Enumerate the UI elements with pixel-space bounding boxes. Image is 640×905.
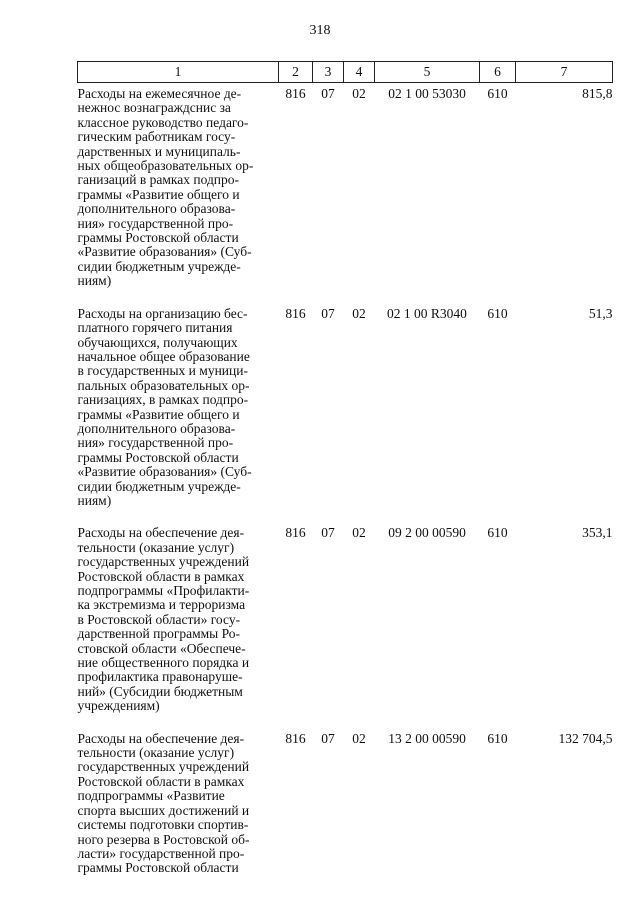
row-description: Расходы на ежемесячное де- нежнос вознаграждснис за классное руководство педаго- гическим работникам госу- дарственных и муниципаль- ных общеобразовательных ор- ганизаций в рамках подпро- граммы «Развитие общего и дополнительного образова- ния» государственной про- граммы Ростовской области «Развитие образования» (Суб- сидии бюджетным учрежде- ниям) [77,86,254,289]
row-expense-type: 610 [487,305,508,321]
row-target-code: 02 1 00 R3040 [387,305,467,321]
row-target-code: 13 2 00 00590 [388,730,466,746]
budget-table [77,61,613,890]
table-row [78,303,613,523]
header-col-1: 1 [78,62,279,83]
row-amount: 353,1 [582,525,613,541]
row-subsection-code: 02 [352,525,366,541]
row-ministry-code: 816 [285,305,306,321]
row-amount: 132 704,5 [558,730,613,746]
row-expense-type: 610 [487,730,508,746]
row-section-code: 07 [321,730,335,746]
row-ministry-code: 816 [285,730,306,746]
row-section-code: 07 [321,525,335,541]
table-row [78,83,613,303]
row-target-code: 02 1 00 53030 [388,86,466,101]
row-subsection-code: 02 [352,305,366,321]
header-col-3: 3 [313,62,344,83]
row-section-code: 07 [321,305,335,321]
row-description: Расходы на обеспечение дея- тельности (оказание услуг) государственных учреждений Ростовской области в рамках подпрограммы «Профилакти- ка экстремизма и терроризма в Ростовской области» госу- дарственной программы Ро- стовской области «Обеспече- ние общественного порядка и профилактика правонаруше- ний» (Субсидии бюджетным учреждениям) [77,525,250,714]
page-number: 318 [309,23,331,38]
header-col-6: 6 [480,62,516,83]
row-ministry-code: 816 [285,525,306,541]
row-expense-type: 610 [487,86,508,101]
row-description: Расходы на обеспечение дея- тельности (оказание услуг) государственных учреждений Ростовской области в рамках подпрограммы «Развитие спорта высших достижений и системы подготовки спортив- ного резерва в Ростовской об- ласти» государственной про- граммы Ростовской области [77,730,250,876]
row-target-code: 09 2 00 00590 [388,525,466,541]
row-amount: 815,8 [582,86,613,101]
row-amount: 51,3 [588,305,613,321]
header-col-4: 4 [344,62,375,83]
row-section-code: 07 [321,86,335,101]
row-subsection-code: 02 [352,730,366,746]
row-ministry-code: 816 [285,86,306,101]
row-description: Расходы на организацию бес- платного горячего питания обучающихся, получающих начальное общее образование в государственных и муници- пальных образовательных ор- ганизациях, в рамках подпро- граммы «Развитие общего и дополнительного образова- ния» государственной про- граммы Ростовской области «Развитие образования» (Суб- сидии бюджетным учрежде- ниям) [77,305,252,508]
row-subsection-code: 02 [352,86,366,101]
table-row [78,728,613,890]
header-col-7: 7 [516,62,613,83]
row-expense-type: 610 [487,525,508,541]
table-header-row [78,62,613,83]
header-col-5: 5 [375,62,480,83]
header-col-2: 2 [279,62,313,83]
table-row [78,522,613,727]
